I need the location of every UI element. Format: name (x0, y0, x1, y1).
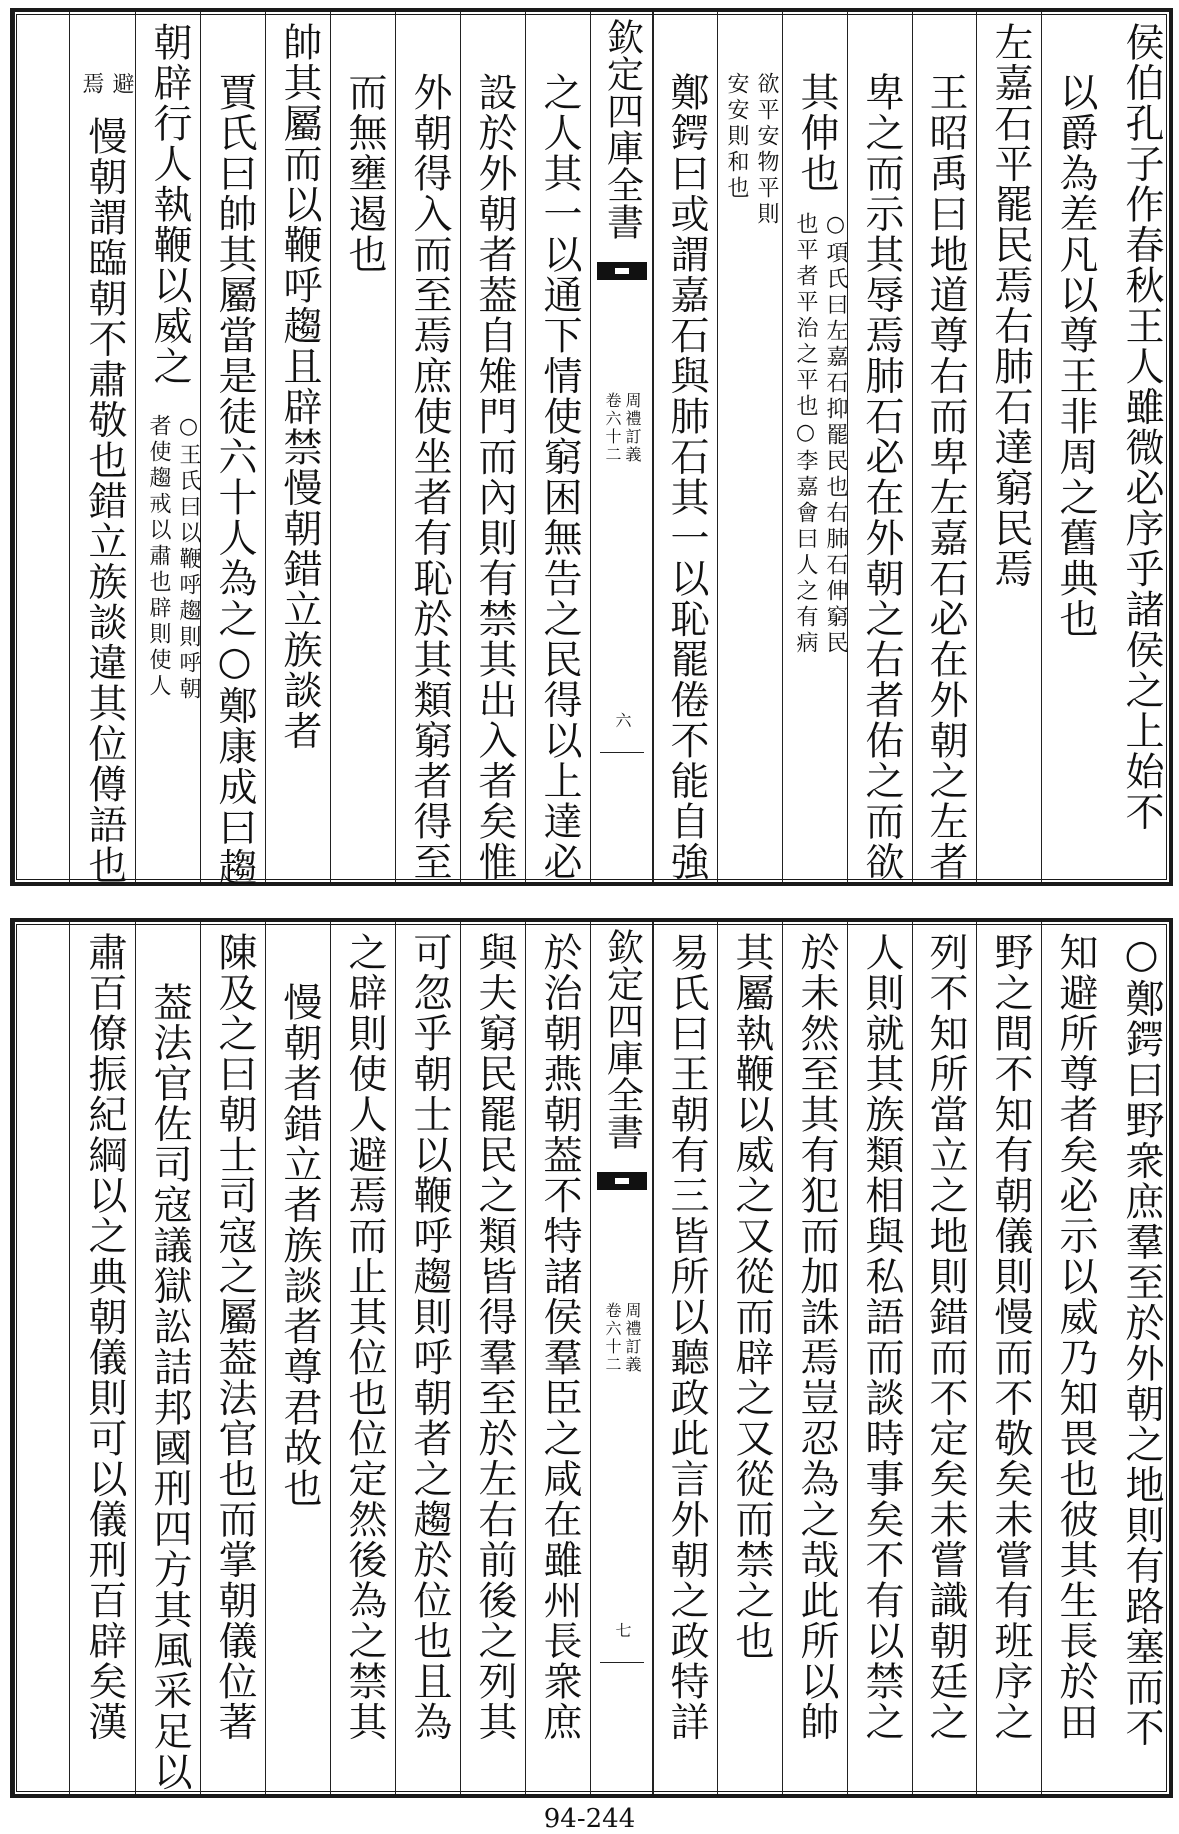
fishtail-mark (597, 1172, 647, 1190)
text-column (525, 922, 591, 1794)
book-name: 周禮訂義 (623, 392, 642, 464)
column-text: 於治朝燕朝葢不特諸侯羣臣之咸在雖州長衆庶 (537, 932, 582, 1742)
column-text: 外朝得入而至焉庶使坐者有恥於其類窮者得至 (407, 72, 452, 882)
column-text: 葢法官佐司寇議獄訟詰邦國刑四方其風采足以 (147, 982, 192, 1792)
text-column (69, 12, 136, 886)
text-column (976, 922, 1042, 1794)
text-column (395, 922, 461, 1794)
text-column (330, 12, 396, 882)
annotation-line: ○項氏曰左嘉石抑罷民也右肺石伸窮民 (823, 212, 848, 657)
column-text: 野之間不知有朝儀則慢而不敬矣未嘗有班序之 (988, 932, 1033, 1742)
column-text: 易氏曰王朝有三皆所以聽政此言外朝之政特詳 (664, 932, 709, 1742)
column-text: 與夫窮民罷民之類皆得羣至於左右前後之列其 (472, 932, 517, 1742)
column-text: 之辟則使人避焉而止其位也位定然後為之禁其 (342, 932, 387, 1742)
text-column (460, 12, 526, 882)
center-band (590, 922, 654, 1794)
text-column (847, 12, 913, 882)
text-column (200, 12, 266, 888)
column-text: 左嘉石平罷民焉右肺石達窮民焉 (988, 22, 1033, 589)
text-column (912, 922, 977, 1794)
column-text: 卑之而示其辱焉肺石必在外朝之右者佑之而欲 (859, 72, 904, 882)
text-column (976, 12, 1042, 882)
book-title: 欽定四庫全書 (600, 928, 644, 1150)
column-text: 而無壅遏也 (342, 72, 387, 275)
column-text: 人則就其族類相與私語而談時事矣不有以禁之 (859, 932, 904, 1742)
text-column (1106, 12, 1169, 882)
page-footer-number: 94-244 (543, 1804, 636, 1834)
annotation-line: 也平者平治之平也○李嘉會曰人之有病 (793, 212, 818, 657)
annotation-line: 欲平安物平則 (754, 72, 779, 228)
text-column (782, 12, 848, 882)
column-text: 侯伯孔子作春秋王人雖微必序乎諸侯之上始不 (1119, 22, 1164, 832)
text-column (330, 922, 396, 1794)
annotation-line: ○王氏曰以鞭呼趨則呼朝 (176, 414, 201, 703)
annotation-line: 者使趨戒以肅也辟則使人 (146, 414, 171, 700)
column-text: 其屬執鞭以威之又從而辟之又從而禁之也 (729, 932, 774, 1661)
text-column (135, 12, 201, 882)
fishtail-mark (597, 262, 647, 280)
column-text: 列不知所當立之地則錯而不定矣未嘗識朝廷之 (923, 932, 968, 1742)
text-column (14, 12, 70, 882)
column-text: 陳及之曰朝士司寇之屬葢法官也而掌朝儀位著 (212, 932, 257, 1742)
column-text: 其伸也 (794, 72, 839, 194)
text-column (69, 922, 136, 1794)
column-text: 以爵為差凡以尊王非周之舊典也 (1053, 72, 1098, 639)
text-column (652, 12, 718, 882)
column-text: 慢朝者錯立者族談者尊君故也 (277, 982, 322, 1509)
text-column (265, 12, 331, 882)
text-column (460, 922, 526, 1794)
page-number-label: 六 (613, 712, 632, 728)
text-column (717, 12, 783, 882)
text-column (1041, 922, 1107, 1794)
column-text: 知避所尊者矣必示以威乃知畏也彼其生長於田 (1053, 932, 1098, 1742)
column-text: 賈氏曰帥其屬當是徒六十人為之○鄭康成曰趨 (212, 72, 257, 888)
column-text: 鄭鍔曰或謂嘉石與肺石其一以恥罷倦不能自強 (664, 72, 709, 882)
annotation-line: 避 (109, 72, 134, 98)
text-column (717, 922, 783, 1794)
text-column (395, 12, 461, 882)
book-name: 周禮訂義 (623, 1302, 642, 1374)
annotation-line: 安安則和也 (724, 72, 749, 202)
text-column (525, 12, 591, 882)
text-column (14, 922, 70, 1794)
column-text: 設於外朝者葢自雉門而內則有禁其出入者矣惟 (472, 72, 517, 882)
column-text: 朝辟行人執鞭以威之 (147, 22, 192, 387)
page-number-label: 七 (613, 1622, 632, 1638)
column-text: 於未然至其有犯而加誅焉豈忍為之哉此所以帥 (794, 932, 839, 1742)
bottom-page-panel (10, 918, 1173, 1798)
column-text: 可忽乎朝士以鞭呼趨則呼朝者之趨於位也且為 (407, 932, 452, 1742)
volume-label: 卷六十二 (603, 392, 622, 464)
column-text: 慢朝謂臨朝不肅敬也錯立族談違其位僔語也 (82, 116, 127, 886)
column-text: 王昭禹曰地道尊右而卑左嘉石必在外朝之左者 (923, 72, 968, 882)
text-column (200, 922, 266, 1794)
text-column (1041, 12, 1107, 882)
text-column (135, 922, 201, 1794)
column-text: ○鄭鍔曰野衆庶羣至於外朝之地則有路塞而不 (1119, 932, 1164, 1748)
text-column (1106, 922, 1169, 1794)
text-column (782, 922, 848, 1794)
text-column (652, 922, 718, 1794)
text-column (847, 922, 913, 1794)
text-column (912, 12, 977, 882)
top-page-panel (10, 8, 1173, 886)
text-column (265, 922, 331, 1794)
center-band (590, 12, 654, 882)
annotation-line: 焉 (79, 72, 104, 98)
column-text: 之人其一以通下情使窮困無告之民得以上達必 (537, 72, 582, 882)
volume-label: 卷六十二 (603, 1302, 622, 1374)
column-text: 帥其屬而以鞭呼趨且辟禁慢朝錯立族談者 (277, 22, 322, 751)
book-title: 欽定四庫全書 (600, 18, 644, 240)
column-text: 肅百僚振紀綱以之典朝儀則可以儀刑百辟矣漢 (82, 932, 127, 1742)
